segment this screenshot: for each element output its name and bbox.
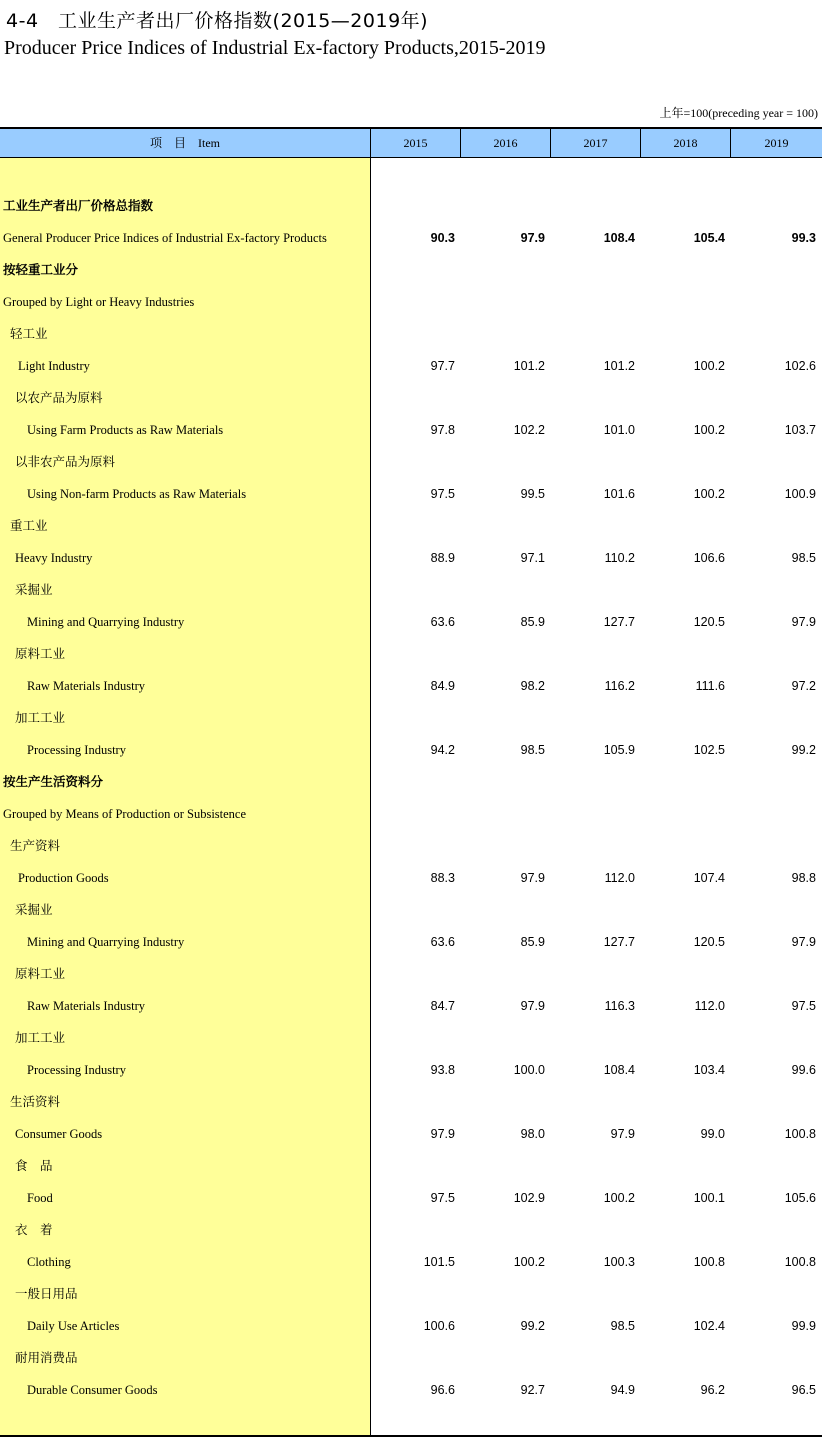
table-row: [0, 478, 822, 510]
row-label: Durable Consumer Goods: [27, 1383, 158, 1397]
row-label: Grouped by Light or Heavy Industries: [3, 295, 195, 309]
header-year: 2016: [461, 129, 551, 157]
index-value: 98.8: [791, 871, 816, 885]
index-value: 100.6: [423, 1319, 455, 1333]
table-row: [0, 1150, 822, 1182]
index-value: 103.4: [693, 1063, 725, 1077]
index-value: 85.9: [520, 615, 545, 629]
row-label: Using Non-farm Products as Raw Materials: [27, 487, 247, 501]
index-value: 84.7: [430, 999, 455, 1013]
index-value: 97.2: [791, 679, 816, 693]
row-label: 以非农产品为原料: [15, 454, 116, 469]
index-value: 100.0: [513, 1063, 545, 1077]
table-row: [0, 798, 822, 830]
table-row: [0, 1182, 822, 1214]
index-value: 105.6: [784, 1191, 816, 1205]
index-value: 100.8: [784, 1127, 816, 1141]
index-value: 96.2: [700, 1383, 725, 1397]
table-row: [0, 1342, 822, 1374]
table-row: [0, 638, 822, 670]
index-value: 105.4: [693, 231, 725, 245]
row-label: Production Goods: [18, 871, 109, 885]
row-label: 以农产品为原料: [15, 390, 103, 405]
index-value: 63.6: [430, 615, 455, 629]
index-value: 101.5: [423, 1255, 455, 1269]
index-value: 102.4: [693, 1319, 725, 1333]
header-year: 2017: [551, 129, 641, 157]
header-year: 2019: [764, 136, 789, 150]
row-label: Grouped by Means of Production or Subsistence: [3, 807, 247, 821]
table-row: [0, 574, 822, 606]
table-body: [0, 190, 822, 1406]
index-value: 90.3: [430, 231, 455, 245]
row-label: Clothing: [27, 1255, 71, 1269]
row-label: Heavy Industry: [15, 551, 93, 565]
header-item: 项 目 Item: [0, 129, 371, 157]
index-value: 100.2: [693, 423, 725, 437]
row-label: 轻工业: [10, 326, 48, 341]
index-value: 98.5: [610, 1319, 635, 1333]
table-row: [0, 350, 822, 382]
row-label: Mining and Quarrying Industry: [27, 935, 185, 949]
row-label: 加工工业: [15, 710, 66, 725]
table-row: [0, 670, 822, 702]
index-value: 97.8: [430, 423, 455, 437]
index-value: 97.5: [430, 1191, 455, 1205]
row-label: Daily Use Articles: [27, 1319, 120, 1333]
index-value: 63.6: [430, 935, 455, 949]
index-value: 99.2: [520, 1319, 545, 1333]
header-year: 2015: [371, 129, 461, 157]
row-label: 生产资料: [10, 838, 61, 853]
index-value: 103.7: [784, 423, 816, 437]
index-value: 94.2: [430, 743, 455, 757]
row-label: 耐用消费品: [15, 1350, 78, 1365]
table-row: [0, 446, 822, 478]
row-label: 原料工业: [15, 646, 66, 661]
table-row: [0, 190, 822, 222]
index-value: 100.2: [513, 1255, 545, 1269]
index-value: 101.2: [603, 359, 635, 373]
row-label: 食 品: [15, 1158, 53, 1173]
index-value: 97.9: [791, 615, 816, 629]
index-value: 100.3: [603, 1255, 635, 1269]
index-value: 99.3: [791, 231, 816, 245]
row-label: 一般日用品: [15, 1286, 78, 1301]
index-value: 97.1: [520, 551, 545, 565]
index-value: 85.9: [520, 935, 545, 949]
index-value: 99.6: [791, 1063, 816, 1077]
index-value: 101.6: [603, 487, 635, 501]
index-value: 98.0: [520, 1127, 545, 1141]
table-row: [0, 414, 822, 446]
index-value: 101.2: [513, 359, 545, 373]
index-value: 116.2: [604, 679, 635, 693]
table-row: [0, 958, 822, 990]
index-value: 96.6: [430, 1383, 455, 1397]
index-value: 92.7: [520, 1383, 545, 1397]
table-row: [0, 254, 822, 286]
index-value: 127.7: [603, 935, 635, 949]
table-row: [0, 926, 822, 958]
row-label: Raw Materials Industry: [27, 999, 146, 1013]
index-value: 100.2: [693, 487, 725, 501]
index-value: 120.5: [693, 615, 725, 629]
table-row: [0, 830, 822, 862]
index-value: 98.2: [520, 679, 545, 693]
index-value: 120.5: [693, 935, 725, 949]
row-label: Light Industry: [18, 359, 90, 373]
table-row: [0, 318, 822, 350]
table-row: [0, 862, 822, 894]
index-value: 98.5: [791, 551, 816, 565]
table-row: [0, 702, 822, 734]
row-label: 采掘业: [15, 902, 53, 917]
index-value: 112.0: [604, 871, 635, 885]
index-value: 107.4: [693, 871, 725, 885]
table-row: [0, 1022, 822, 1054]
table-row: [0, 734, 822, 766]
unit-note: 上年=100(preceding year = 100): [659, 106, 818, 120]
row-label: 生活资料: [10, 1094, 61, 1109]
row-label: 衣 着: [15, 1222, 53, 1237]
row-label: 工业生产者出厂价格总指数: [3, 198, 154, 213]
table-row: [0, 766, 822, 798]
row-label: 按轻重工业分: [3, 262, 79, 277]
table-row: [0, 542, 822, 574]
index-value: 84.9: [430, 679, 455, 693]
row-label: General Producer Price Indices of Industrial Ex-factory Products: [3, 231, 327, 245]
row-label: Processing Industry: [27, 743, 126, 757]
index-value: 93.8: [430, 1063, 455, 1077]
index-value: 99.2: [791, 743, 816, 757]
index-value: 108.4: [603, 231, 635, 245]
index-value: 102.2: [513, 423, 545, 437]
table-row: [0, 990, 822, 1022]
index-value: 105.9: [603, 743, 635, 757]
header-year: 2018: [641, 129, 731, 157]
table-row: [0, 510, 822, 542]
index-value: 97.9: [791, 935, 816, 949]
index-value: 97.7: [430, 359, 455, 373]
table-row: [0, 1310, 822, 1342]
table-title-chinese: 4-4 工业生产者出厂价格指数(2015—2019年): [6, 10, 429, 32]
index-value: 97.9: [430, 1127, 455, 1141]
index-value: 98.5: [520, 743, 545, 757]
index-value: 88.3: [430, 871, 455, 885]
row-label: Processing Industry: [27, 1063, 126, 1077]
index-value: 110.2: [604, 551, 635, 565]
table-row: [0, 1086, 822, 1118]
table-row: [0, 1054, 822, 1086]
index-value: 97.9: [520, 871, 545, 885]
index-value: 99.0: [700, 1127, 725, 1141]
index-value: 111.6: [695, 679, 725, 693]
index-value: 97.5: [791, 999, 816, 1013]
index-value: 102.9: [513, 1191, 545, 1205]
row-label: Using Farm Products as Raw Materials: [27, 423, 224, 437]
index-value: 112.0: [694, 999, 725, 1013]
index-value: 100.2: [693, 359, 725, 373]
index-value: 100.1: [693, 1191, 725, 1205]
index-value: 99.9: [791, 1319, 816, 1333]
index-value: 97.9: [520, 999, 545, 1013]
table-bottom-rule: [0, 1435, 822, 1437]
table-row: [0, 1214, 822, 1246]
index-value: 100.8: [693, 1255, 725, 1269]
table-row: [0, 382, 822, 414]
row-label: 采掘业: [15, 582, 53, 597]
table-row: [0, 1278, 822, 1310]
table-row: [0, 286, 822, 318]
table-row: [0, 1246, 822, 1278]
index-value: 97.9: [610, 1127, 635, 1141]
index-value: 127.7: [603, 615, 635, 629]
index-value: 100.9: [784, 487, 816, 501]
index-value: 97.9: [520, 231, 545, 245]
table-row: [0, 222, 822, 254]
index-value: 101.0: [603, 423, 635, 437]
index-value: 99.5: [520, 487, 545, 501]
table-row: [0, 1118, 822, 1150]
index-value: 96.5: [791, 1383, 816, 1397]
table-row: [0, 1374, 822, 1406]
row-label: Mining and Quarrying Industry: [27, 615, 185, 629]
price-index-table: [0, 127, 822, 1437]
row-label: 加工工业: [15, 1030, 66, 1045]
row-label: 按生产生活资料分: [3, 774, 104, 789]
index-value: 100.2: [603, 1191, 635, 1205]
table-row: [0, 606, 822, 638]
row-label: Raw Materials Industry: [27, 679, 146, 693]
row-label: 重工业: [10, 518, 48, 533]
row-label: Food: [27, 1191, 53, 1205]
index-value: 102.6: [784, 359, 816, 373]
row-label: Consumer Goods: [15, 1127, 103, 1141]
table-row: [0, 894, 822, 926]
table-header: [0, 129, 822, 158]
index-value: 97.5: [430, 487, 455, 501]
index-value: 116.3: [604, 999, 635, 1013]
index-value: 94.9: [610, 1383, 635, 1397]
table-title-english: Producer Price Indices of Industrial Ex-factory Products,2015-2019: [4, 37, 546, 59]
index-value: 100.8: [784, 1255, 816, 1269]
index-value: 106.6: [693, 551, 725, 565]
index-value: 102.5: [693, 743, 725, 757]
index-value: 108.4: [603, 1063, 635, 1077]
index-value: 88.9: [430, 551, 455, 565]
row-label: 原料工业: [15, 966, 66, 981]
